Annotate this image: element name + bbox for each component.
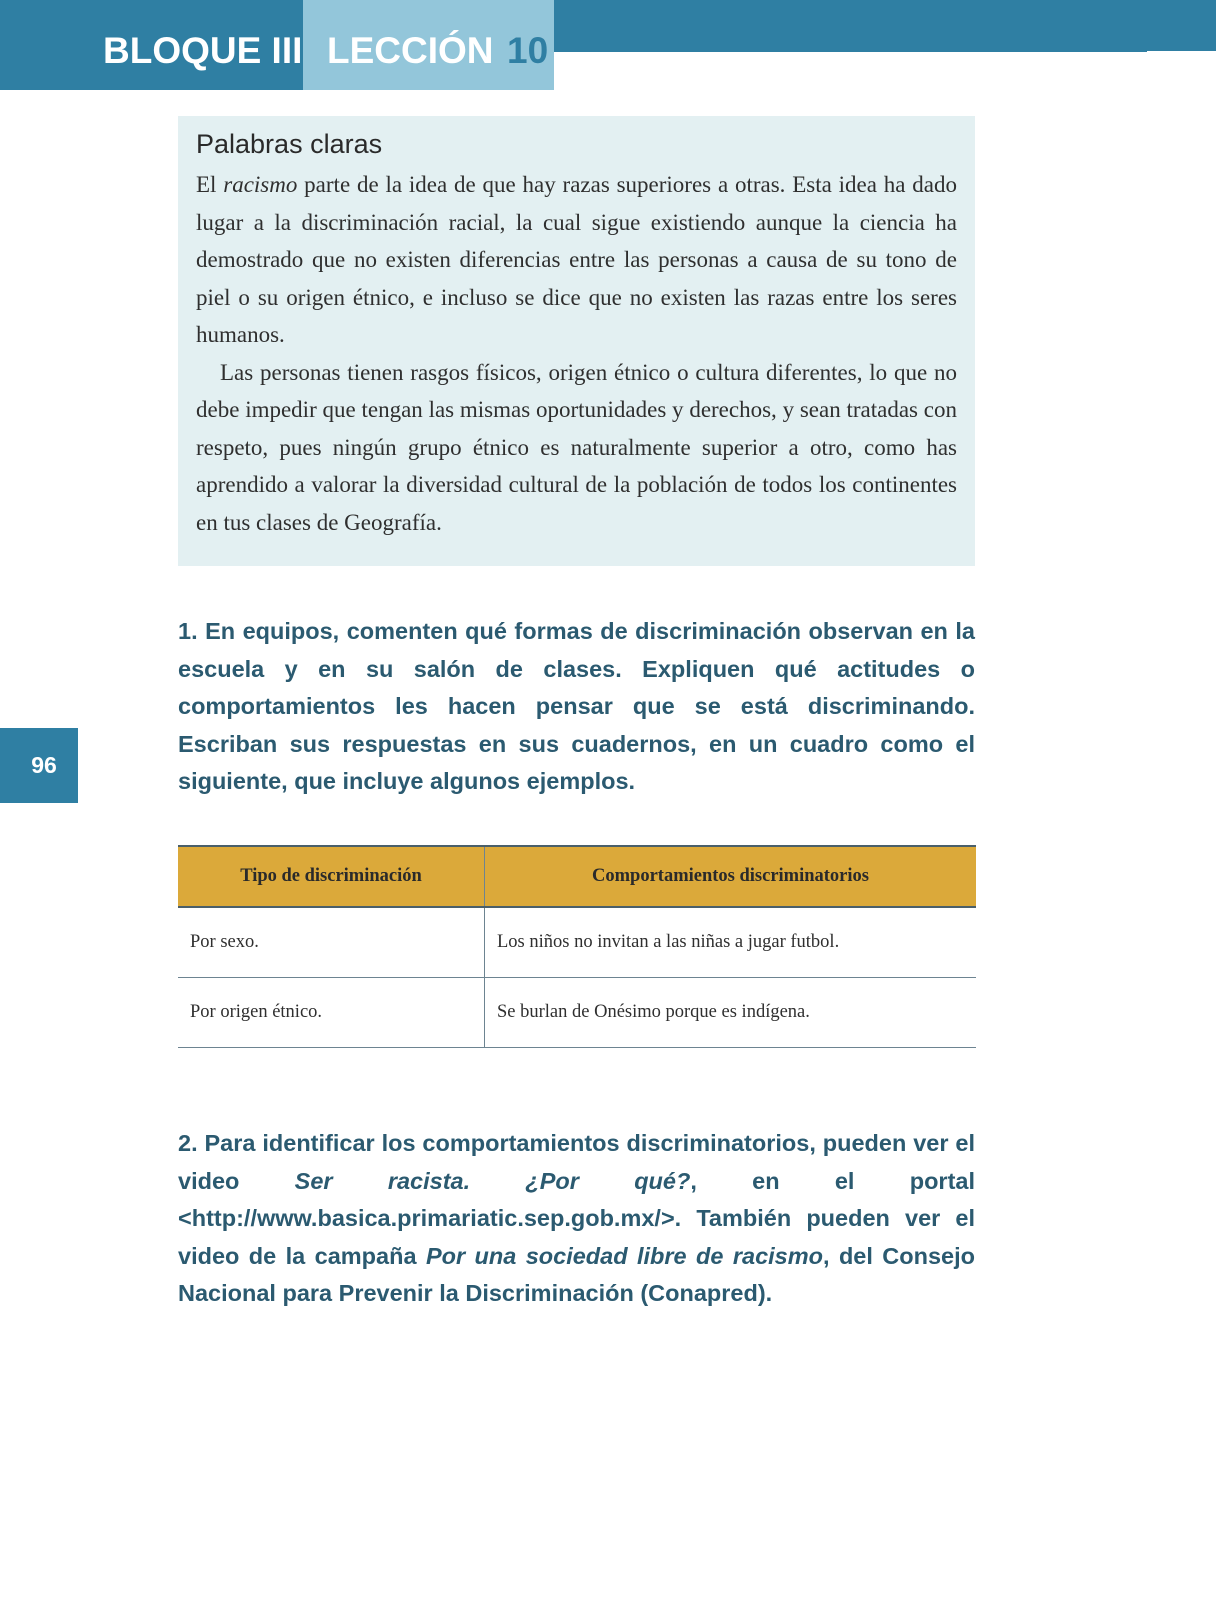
- table-header-row: [178, 846, 976, 907]
- palabras-claras-box: [178, 116, 975, 566]
- info-paragraph-2: Las personas tienen rasgos físicos, origen étnico o cultura diferentes, lo que no debe impedir que tengan las mismas oportunidades y derechos, y sean tratadas con respeto, pues ningún grupo étnico es naturalmente superior a otro, como has aprendido a valorar la diversidad cultural de la población de todos los continentes en tus clases de Geografía.: [196, 359, 957, 535]
- info-para1-rest: parte de la idea de que hay razas superiores a otras. Esta idea ha dado lugar a la discriminación racial, la cual sigue existiendo aunque la ciencia ha demostrado que no existen diferencias entre las personas a causa de su tono de piel o su origen étnico, e incluso se dice que no existen las razas entre los seres humanos.: [196, 172, 957, 347]
- table-cell-tipo: Por sexo.: [178, 907, 485, 978]
- campaign-title: Por una sociedad libre de racismo: [425, 1242, 823, 1269]
- page-number: 96: [31, 752, 57, 778]
- header-bloque-label: BLOQUE III: [103, 30, 303, 71]
- table-cell-tipo: Por origen étnico.: [178, 978, 485, 1048]
- activity-1-instructions: 1. En equipos, comenten qué formas de discriminación observan en la escuela y en su salón de clases. Expliquen qué actitudes o comportamientos les hacen pensar que se está discriminando. Escriban sus respuestas en sus cuadernos, en un cuadro como el siguiente, que incluye algunos ejemplos.: [178, 618, 975, 794]
- table-header-comportamientos: Comportamientos discriminatorios: [485, 846, 977, 907]
- info-paragraph-1: [196, 166, 957, 354]
- info-para1-lead: El: [196, 172, 224, 197]
- table-cell-comportamiento: Los niños no invitan a las niñas a jugar futbol.: [485, 907, 977, 978]
- activity-2-part-3: , del Consejo Nacional para Prevenir la Discriminación (Conapred).: [178, 1242, 976, 1306]
- header-leccion-label: LECCIÓN: [327, 30, 494, 71]
- table-row: [178, 978, 976, 1048]
- activity-2-instructions: [178, 1125, 975, 1313]
- activity-2-part-1: 2. Para identificar los comportamientos discriminatorios, pueden ver el video: [178, 1130, 975, 1194]
- table-row: [178, 907, 976, 978]
- info-box-title: Palabras claras: [196, 129, 383, 159]
- info-term-racismo: racismo: [223, 172, 298, 197]
- activity-2-part-2: , en el portal <http://www.basica.primariatic.sep.gob.mx/>. También pueden ver el video de la campaña: [178, 1167, 975, 1269]
- header-divider: [1147, 51, 1216, 53]
- header-lesson-number: 10: [507, 30, 549, 71]
- table-header-tipo: Tipo de discriminación: [178, 846, 485, 907]
- table-cell-comportamiento: Se burlan de Onésimo porque es indígena.: [485, 978, 977, 1048]
- discrimination-table: [178, 845, 976, 1048]
- video-title: Ser racista. ¿Por qué?: [294, 1167, 691, 1194]
